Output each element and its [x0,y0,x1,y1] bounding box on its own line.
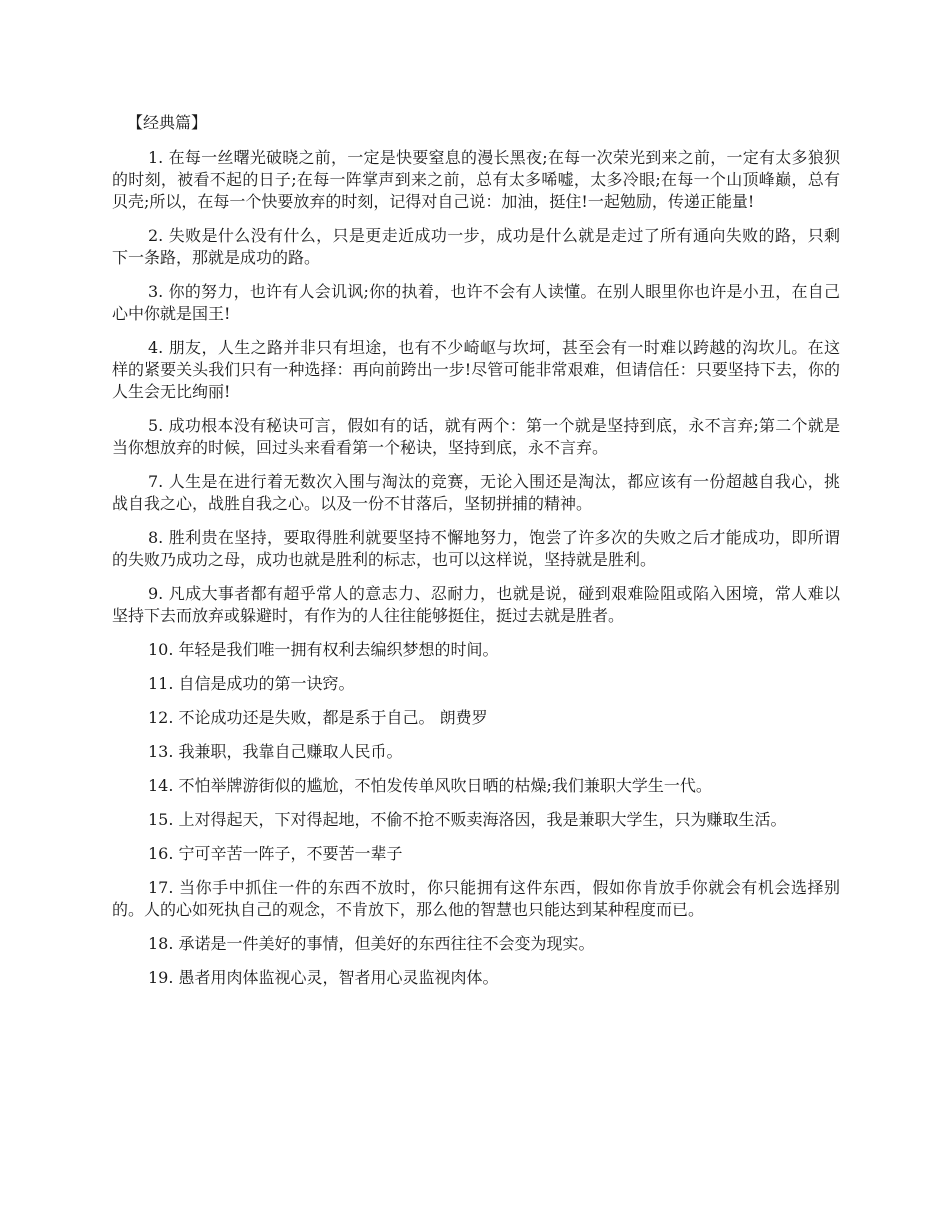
document-body [112,112,840,1001]
paragraph-8: 8. 胜利贵在坚持，要取得胜利就要坚持不懈地努力，饱尝了许多次的失败之后才能成功，即所谓的失败乃成功之母，成功也就是胜利的标志，也可以这样说，坚持就是胜利。 [112,528,840,569]
paragraph-5: 5. 成功根本没有秘诀可言，假如有的话，就有两个：第一个就是坚持到底，永不言弃;第二个就是当你想放弃的时候，回过头来看看第一个秘诀，坚持到底，永不言弃。 [112,416,840,457]
paragraph-2: 2. 失败是什么没有什么，只是更走近成功一步，成功是什么就是走过了所有通向失败的路，只剩下一条路，那就是成功的路。 [112,226,840,267]
paragraph-4: 4. 朋友，人生之路并非只有坦途，也有不少崎岖与坎坷，甚至会有一时难以跨越的沟坎儿。在这样的紧要关头我们只有一种选择：再向前跨出一步!尽管可能非常艰难，但请信任：只要坚持下去，你的人生会无比绚丽! [112,338,840,401]
paragraph-14: 14. 不怕举牌游街似的尴尬，不怕发传单风吹日晒的枯燥;我们兼职大学生一代。 [148,776,712,795]
paragraph-11: 11. 自信是成功的第一诀窍。 [148,674,355,693]
paragraph-17: 17. 当你手中抓住一件的东西不放时，你只能拥有这件东西，假如你肯放手你就会有机会选择别的。人的心如死执自己的观念，不肯放下，那么他的智慧也只能达到某种程度而已。 [112,878,840,919]
paragraph-7: 7. 人生是在进行着无数次入围与淘汰的竞赛，无论入围还是淘汰，都应该有一份超越自我心，挑战自我之心，战胜自我之心。以及一份不甘落后，坚韧拼捕的精神。 [112,472,840,513]
paragraph-16: 16. 宁可辛苦一阵子，不要苦一辈子 [148,844,403,863]
paragraph-12: 12. 不论成功还是失败，都是系于自己。 朗费罗 [148,708,488,727]
paragraph-9: 9. 凡成大事者都有超乎常人的意志力、忍耐力，也就是说，碰到艰难险阻或陷入困境，常人难以坚持下去而放弃或躲避时，有作为的人往往能够挺住，挺过去就是胜者。 [112,584,840,625]
paragraph-1: 1. 在每一丝曙光破晓之前，一定是快要窒息的漫长黑夜;在每一次荣光到来之前，一定有太多狼狈的时刻，被看不起的日子;在每一阵掌声到来之前，总有太多唏嘘，太多冷眼;在每一个山顶峰巅，总有贝壳;所以，在每一个快要放弃的时刻，记得对自己说：加油，挺住!一起勉励，传递正能量! [112,148,840,211]
section-heading: 【经典篇】 [127,113,208,132]
paragraph-3: 3. 你的努力，也许有人会讥讽;你的执着，也许不会有人读懂。在别人眼里你也许是小丑，在自己心中你就是国王! [112,282,840,323]
paragraph-13: 13. 我兼职，我靠自己赚取人民币。 [148,742,403,761]
paragraph-19: 19. 愚者用肉体监视心灵，智者用心灵监视肉体。 [148,968,499,987]
paragraph-10: 10. 年轻是我们唯一拥有权利去编织梦想的时间。 [148,640,499,659]
paragraph-18: 18. 承诺是一件美好的事情，但美好的东西往往不会变为现实。 [148,934,595,953]
paragraph-15: 15. 上对得起天，下对得起地，不偷不抢不贩卖海洛因，我是兼职大学生，只为赚取生活。 [148,810,787,829]
